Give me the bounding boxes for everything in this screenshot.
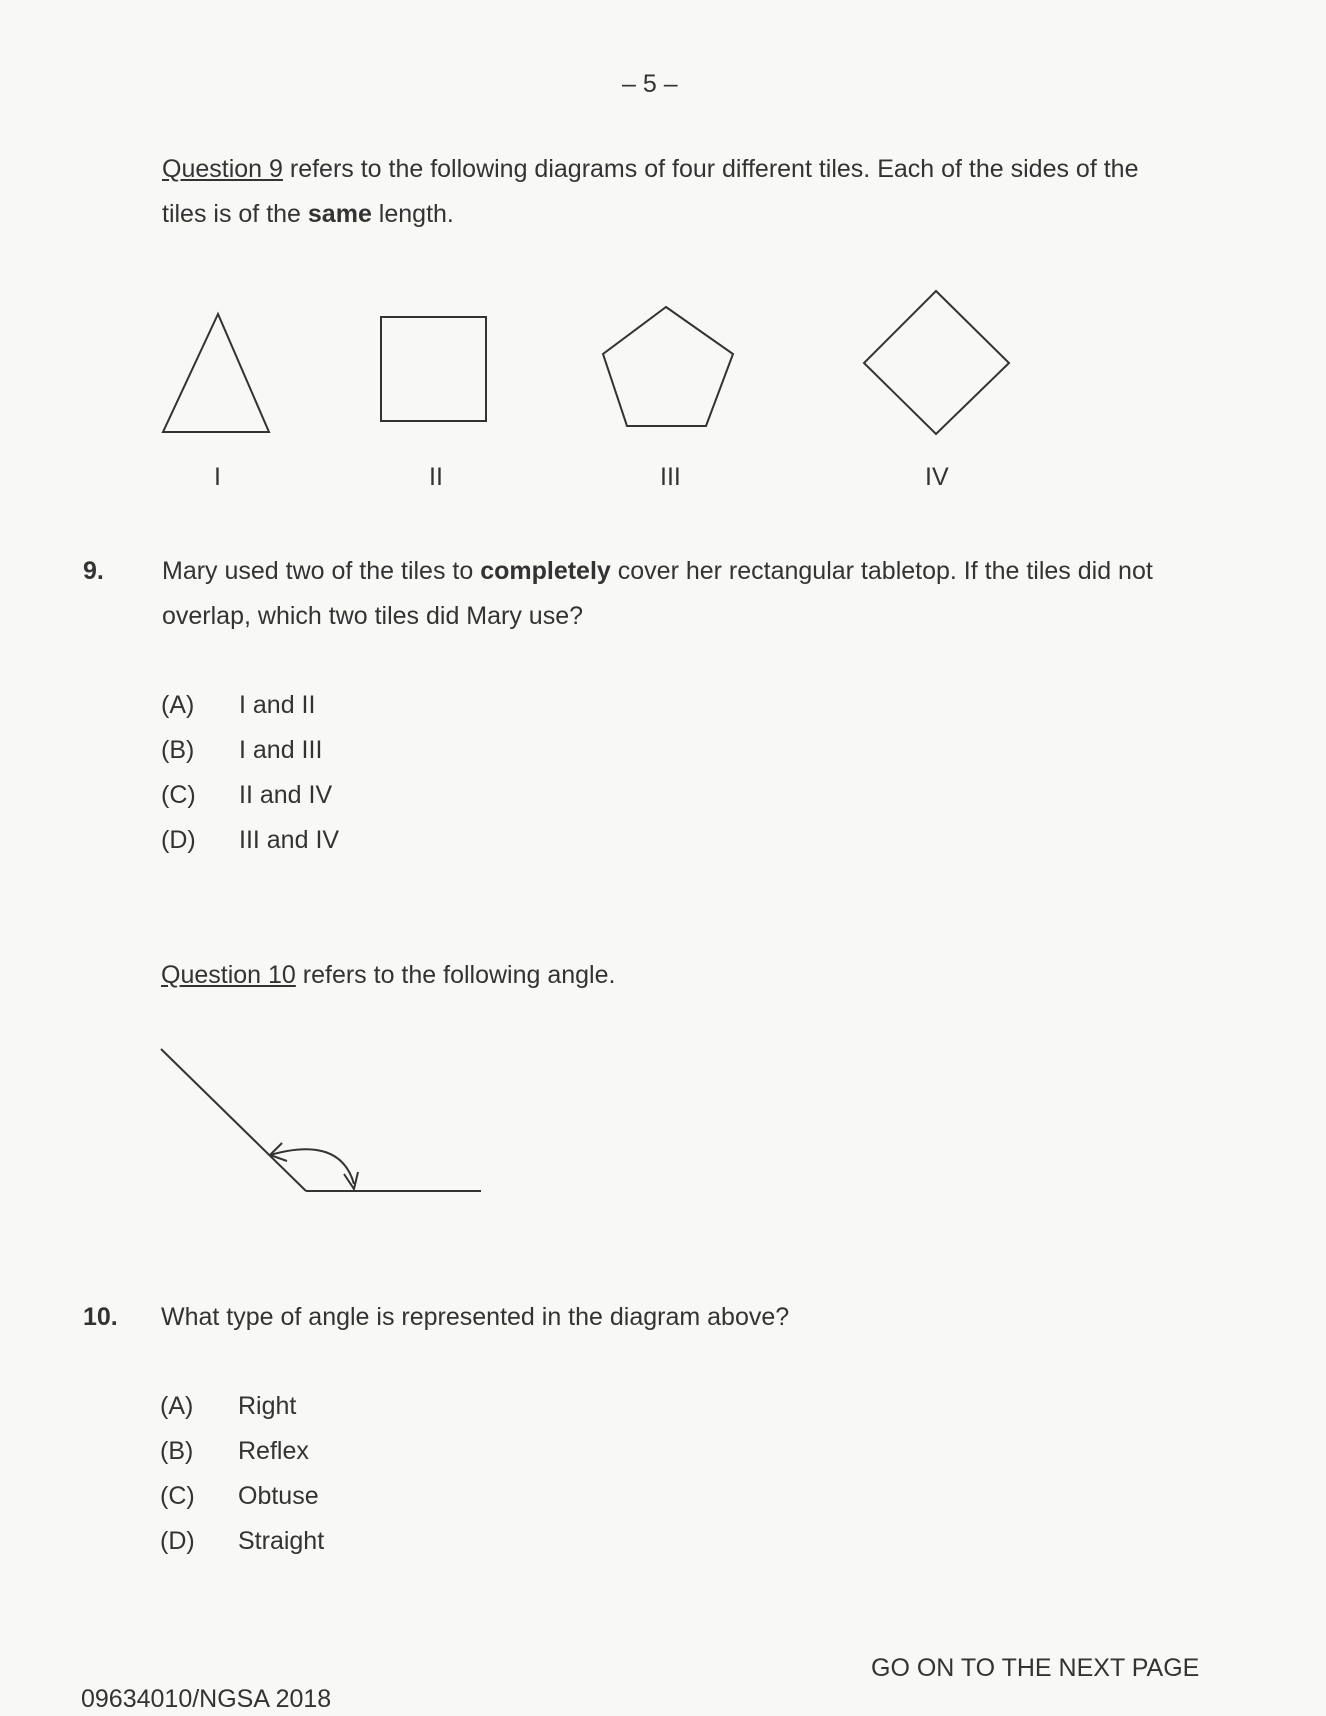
q10-option-a-text: Right	[238, 1392, 297, 1420]
q9-option-c-letter: (C)	[161, 781, 196, 809]
q9-option-d-letter: (D)	[161, 826, 196, 854]
q9-option-b-letter: (B)	[161, 736, 195, 764]
q9-option-a-letter: (A)	[161, 691, 195, 719]
page-number: – 5 –	[622, 70, 678, 98]
question-10-text: What type of angle is represented in the diagram above?	[161, 1303, 790, 1331]
tile-label-2: II	[429, 463, 443, 491]
go-on-next-page: GO ON TO THE NEXT PAGE	[871, 1654, 1200, 1682]
q9-option-a-text: I and II	[239, 691, 316, 719]
tile-label-3: III	[660, 463, 681, 491]
q10-option-c-letter: (C)	[160, 1482, 195, 1510]
question-10-intro-text: refers to the following angle.	[295, 961, 616, 989]
q10-option-c-text: Obtuse	[238, 1482, 319, 1510]
emphasis-completely: completely	[480, 557, 611, 585]
q9-option-c-text: II and IV	[239, 781, 333, 809]
question-9-line-2: overlap, which two tiles did Mary use?	[162, 602, 584, 630]
q10-option-b-letter: (B)	[160, 1437, 194, 1465]
question-9-text-a: Mary used two of the tiles to	[162, 557, 481, 585]
q10-option-a-letter: (A)	[160, 1392, 194, 1420]
question-9-number: 9.	[83, 557, 104, 585]
question-10-reference: Question 10	[161, 961, 296, 989]
q9-option-b-text: I and III	[239, 736, 323, 764]
angle-arc	[270, 1149, 354, 1184]
question-10-number: 10.	[83, 1303, 118, 1331]
question-9-reference: Question 9	[162, 155, 283, 183]
q10-option-d-letter: (D)	[160, 1527, 195, 1555]
tile-label-1: I	[214, 463, 221, 491]
question-9-intro-text: refers to the following diagrams of four different tiles. Each of the sides of the	[282, 155, 1139, 183]
question-9-text-b: cover her rectangular tabletop. If the tiles did not	[610, 557, 1153, 585]
angle-arm-diagonal	[161, 1049, 306, 1191]
q10-option-b-text: Reflex	[238, 1437, 309, 1465]
question-9-intro-text-3: length.	[371, 200, 454, 228]
paper-code: 09634010/NGSA 2018	[81, 1685, 332, 1713]
q10-option-d-text: Straight	[238, 1527, 325, 1555]
question-9-intro-text-2: tiles is of the	[162, 200, 308, 228]
tile-label-4: IV	[925, 463, 949, 491]
q9-option-d-text: III and IV	[239, 826, 340, 854]
emphasis-same: same	[307, 200, 372, 228]
